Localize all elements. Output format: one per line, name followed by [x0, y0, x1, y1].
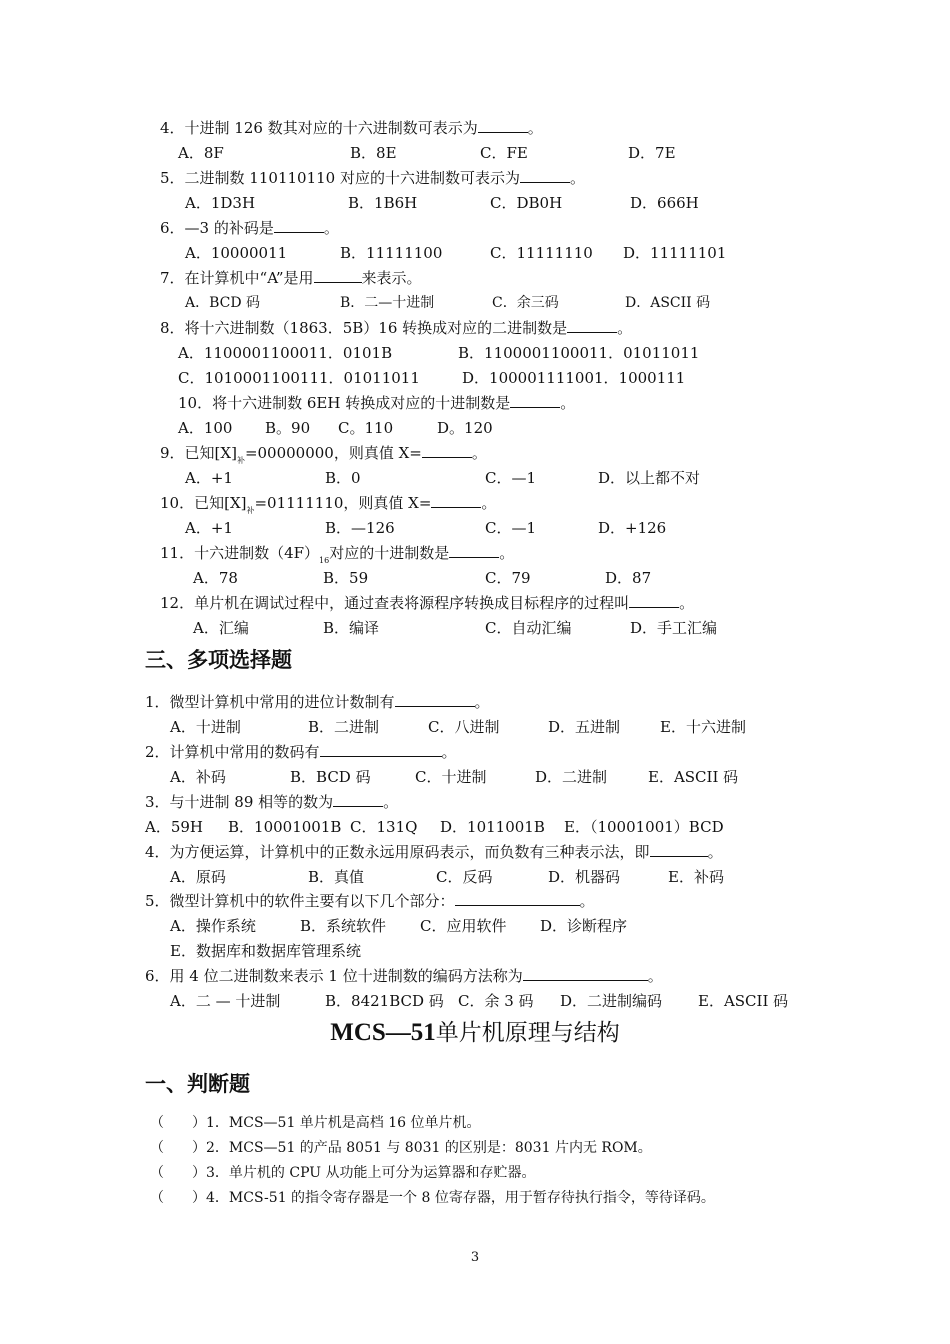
option-b[interactable]: B．1B6H: [348, 194, 418, 212]
option-d[interactable]: D。120: [437, 419, 493, 437]
option-d[interactable]: D．手工汇编: [630, 619, 718, 637]
option-c[interactable]: C．11111110: [490, 244, 593, 262]
option-d[interactable]: D．ASCII 码: [625, 295, 711, 311]
question-10b: 10．已知$[X]_补=01111110$，则真值 X= 。: [160, 494, 497, 515]
option-e[interactable]: E．（10001001）BCD: [564, 818, 724, 836]
option-a[interactable]: A．二 — 十进制: [170, 992, 281, 1010]
option-c[interactable]: C．79: [485, 569, 531, 587]
page-number: 3: [470, 1250, 480, 1265]
question-5: 5．二进制数 110110110 对应的十六进制数可表示为 。: [160, 169, 585, 187]
option-d[interactable]: D．11111101: [623, 244, 727, 262]
answer-paren[interactable]: （ ）: [150, 1190, 206, 1206]
answer-blank[interactable]: [422, 443, 472, 458]
option-a[interactable]: A．操作系统: [170, 917, 256, 935]
option-c[interactable]: C．FE: [480, 144, 528, 162]
section-heading-judgement: 一、判断题: [145, 1072, 250, 1096]
question-12: 12．单片机在调试过程中，通过查表将源程序转换成目标程序的过程叫 。: [160, 594, 695, 612]
option-b[interactable]: B．—126: [325, 519, 395, 537]
answer-paren[interactable]: （ ）: [150, 1115, 206, 1131]
option-a[interactable]: A．原码: [170, 868, 226, 886]
option-c[interactable]: C．—1: [485, 469, 537, 487]
answer-blank[interactable]: [395, 692, 475, 707]
option-b[interactable]: B．0: [325, 469, 361, 487]
option-b[interactable]: B．1100001100011．01011011: [458, 344, 700, 362]
option-a[interactable]: A．78: [193, 569, 238, 587]
option-b[interactable]: B．二进制: [308, 718, 380, 736]
option-d[interactable]: D．1011001B: [440, 818, 545, 836]
judgement-item-1: （ ）1．MCS—51 单片机是高档 16 位单片机。: [150, 1115, 481, 1131]
option-a[interactable]: A．补码: [170, 768, 226, 786]
answer-blank[interactable]: [478, 118, 528, 133]
answer-blank[interactable]: [523, 966, 648, 981]
option-c[interactable]: C．自动汇编: [485, 619, 572, 637]
option-b[interactable]: B．真值: [308, 868, 365, 886]
option-a[interactable]: A．1D3H: [185, 194, 256, 212]
option-c[interactable]: C．余三码: [492, 295, 559, 311]
answer-blank[interactable]: [567, 318, 617, 333]
option-b[interactable]: B．10001001B: [228, 818, 342, 836]
multi-question-4: 4．为方便运算，计算机中的正数永远用原码表示，而负数有三种表示法，即 。: [145, 843, 723, 861]
multi-question-1: 1．微型计算机中常用的进位计数制有 。: [145, 693, 490, 711]
option-d[interactable]: D．87: [605, 569, 652, 587]
option-a[interactable]: A．十进制: [170, 718, 241, 736]
option-d[interactable]: D．+126: [598, 519, 667, 537]
option-a[interactable]: A．100: [178, 419, 233, 437]
option-c[interactable]: C．1010001100111．01011011: [178, 369, 420, 387]
option-c[interactable]: C．DB0H: [490, 194, 563, 212]
chapter-title: MCS—51单片机原理与结构: [330, 1019, 620, 1046]
option-a[interactable]: A．10000011: [185, 244, 288, 262]
answer-blank[interactable]: [333, 792, 383, 807]
option-b[interactable]: B．11111100: [340, 244, 443, 262]
option-e[interactable]: E．十六进制: [660, 718, 746, 736]
question-7: 7．在计算机中“A”是用 来表示。: [160, 269, 422, 287]
option-a[interactable]: A．汇编: [193, 619, 249, 637]
option-a[interactable]: A．+1: [185, 469, 233, 487]
answer-paren[interactable]: （ ）: [150, 1140, 206, 1156]
answer-blank[interactable]: [520, 168, 570, 183]
option-c[interactable]: C．应用软件: [420, 917, 507, 935]
option-e[interactable]: E．补码: [668, 868, 724, 886]
answer-blank[interactable]: [431, 493, 481, 508]
option-a[interactable]: A．1100001100011．0101B: [178, 344, 393, 362]
option-b[interactable]: B．编译: [323, 619, 380, 637]
option-d[interactable]: D．以上都不对: [598, 469, 701, 487]
option-c[interactable]: C．十进制: [415, 768, 487, 786]
answer-blank[interactable]: [449, 543, 499, 558]
option-c[interactable]: C。110: [338, 419, 394, 437]
option-c[interactable]: C．131Q: [350, 818, 418, 836]
answer-blank[interactable]: [314, 268, 362, 283]
option-c[interactable]: C．余 3 码: [458, 992, 534, 1010]
option-d[interactable]: D．五进制: [548, 718, 621, 736]
answer-paren[interactable]: （ ）: [150, 1165, 206, 1181]
answer-blank[interactable]: [629, 593, 679, 608]
option-a[interactable]: A．BCD 码: [185, 295, 261, 311]
option-d[interactable]: D．666H: [630, 194, 699, 212]
option-b[interactable]: B．系统软件: [300, 917, 387, 935]
option-c[interactable]: C．八进制: [428, 718, 500, 736]
judgement-item-4: （ ）4．MCS-51 的指令寄存器是一个 8 位寄存器，用于暂存待执行指令，等待译码。: [150, 1190, 715, 1206]
option-b[interactable]: B．8E: [350, 144, 397, 162]
option-d[interactable]: D．100001111001．1000111: [462, 369, 686, 387]
option-a[interactable]: A．59H: [145, 818, 204, 836]
option-d[interactable]: D．7E: [628, 144, 676, 162]
question-8: 8．将十六进制数（1863．5B）16 转换成对应的二进制数是 。: [160, 319, 633, 337]
option-b[interactable]: B．59: [323, 569, 369, 587]
option-d[interactable]: D．诊断程序: [540, 917, 628, 935]
multi-question-6: 6．用 4 位二进制数来表示 1 位十进制数的编码方法称为 。: [145, 967, 663, 985]
question-text: 4．十进制 126 数其对应的十六进制数可表示为: [160, 119, 478, 137]
option-e[interactable]: E．ASCII 码: [698, 992, 789, 1010]
option-d[interactable]: D．二进制编码: [560, 992, 663, 1010]
answer-blank[interactable]: [650, 842, 708, 857]
answer-blank[interactable]: [274, 218, 324, 233]
answer-blank[interactable]: [510, 393, 560, 408]
answer-blank[interactable]: [320, 742, 442, 757]
section-heading-multi-choice: 三、多项选择题: [145, 648, 292, 672]
option-a[interactable]: A．8F: [178, 144, 224, 162]
option-b[interactable]: B．BCD 码: [290, 768, 371, 786]
option-a[interactable]: A．+1: [185, 519, 233, 537]
option-b[interactable]: B．8421BCD 码: [325, 992, 444, 1010]
multi-question-5: 5．微型计算机中的软件主要有以下几个部分： 。: [145, 892, 595, 910]
question-6: 6．—3 的补码是 。: [160, 219, 339, 237]
question-4: 4．十进制 126 数其对应的十六进制数可表示为 。: [160, 119, 543, 137]
multi-question-2: 2．计算机中常用的数码有 。: [145, 743, 457, 761]
answer-blank[interactable]: [455, 891, 580, 906]
judgement-item-2: （ ）2．MCS—51 的产品 8051 与 8031 的区别是：8031 片内无 ROM。: [150, 1140, 652, 1156]
option-c[interactable]: C．—1: [485, 519, 537, 537]
option-d[interactable]: D．二进制: [535, 768, 608, 786]
option-b[interactable]: B。90: [265, 419, 311, 437]
option-d[interactable]: D．机器码: [548, 868, 621, 886]
option-b[interactable]: B．二—十进制: [340, 295, 435, 311]
question-10a: 10．将十六进制数 6EH 转换成对应的十进制数是 。: [178, 394, 576, 412]
option-c[interactable]: C．反码: [436, 868, 493, 886]
option-e[interactable]: E．ASCII 码: [648, 768, 739, 786]
judgement-item-3: （ ）3．单片机的 CPU 从功能上可分为运算器和存贮器。: [150, 1165, 536, 1181]
question-11: 11．十六进制数$(4F)_{16}$对应的十进制数是 。: [160, 544, 515, 565]
multi-question-3: 3．与十进制 89 相等的数为 。: [145, 793, 399, 811]
question-9: 9．已知$[X]_补=00000000$，则真值 X= 。: [160, 444, 487, 465]
option-e[interactable]: E．数据库和数据库管理系统: [170, 942, 361, 960]
